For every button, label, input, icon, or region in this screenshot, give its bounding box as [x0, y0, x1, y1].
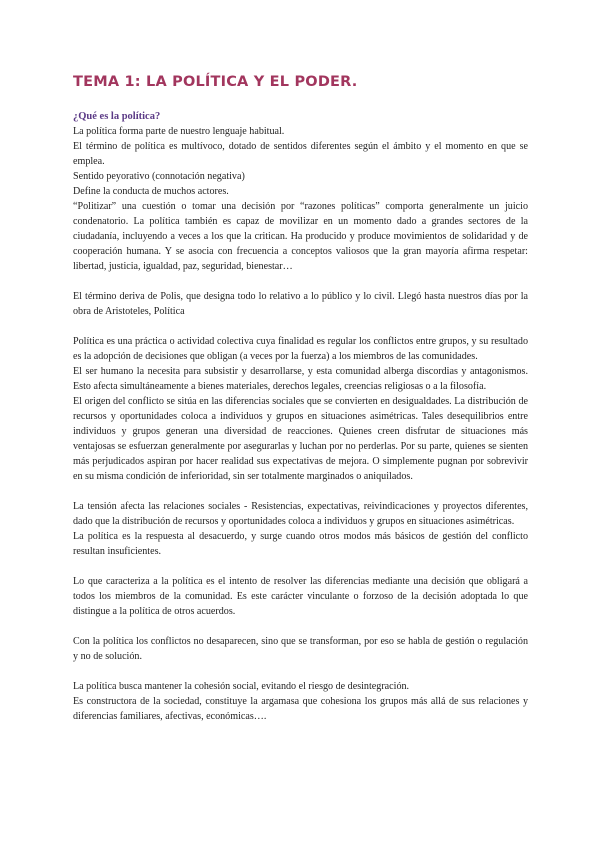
- paragraph-spacer: [73, 319, 528, 334]
- paragraph: La tensión afecta las relaciones sociales - Resistencias, expectativas, reivindicaciones y proyectos diferentes, dado que la distribución de recursos y oportunidades coloca a individuos y grupos en situaciones asimétricas.: [73, 501, 528, 527]
- paragraph-spacer: [73, 619, 528, 634]
- paragraph: Es constructora de la sociedad, constituye la argamasa que cohesiona los grupos más allá de sus relaciones y diferencias familiares, afectivas, económicas….: [73, 696, 528, 722]
- paragraph: La política busca mantener la cohesión social, evitando el riesgo de desintegración.: [73, 681, 410, 692]
- paragraph: Define la conducta de muchos actores.: [73, 186, 229, 197]
- paragraph-spacer: [73, 274, 528, 289]
- paragraph: El término de política es multívoco, dotado de sentidos diferentes según el ámbito y el momento en que se emplea.: [73, 141, 528, 167]
- paragraph: El ser humano la necesita para subsistir y desarrollarse, y esta comunidad alberga discordias y antagonismos. Esto afecta simultáneamente a bienes materiales, derechos legales, creencias religiosas o a la filosofía.: [73, 366, 528, 392]
- paragraph-spacer: [73, 664, 528, 679]
- paragraph: La política es la respuesta al desacuerdo, y surge cuando otros modos más básicos de gestión del conflicto resultan insuficientes.: [73, 531, 528, 557]
- paragraph: Política es una práctica o actividad colectiva cuya finalidad es regular los conflictos entre grupos, y su resultado es la adopción de decisiones que obligan (a veces por la fuerza) a los miembros de las comunidades.: [73, 336, 528, 362]
- paragraph: Lo que caracteriza a la política es el intento de resolver las diferencias mediante una decisión que obligará a todos los miembros de la comunidad. Es este carácter vinculante o forzoso de la decisión adoptada lo que distingue a la política de otros acuerdos.: [73, 576, 528, 617]
- paragraph: Con la política los conflictos no desaparecen, sino que se transforman, por eso se habla de gestión o regulación y no de solución.: [73, 636, 528, 662]
- document-page: [73, 66, 528, 724]
- paragraph-spacer: [73, 559, 528, 574]
- paragraph: “Politizar” una cuestión o tomar una decisión por “razones políticas” comporta generalmente un juicio condenatorio. La política también es capaz de movilizar en un momento dado a grandes sectores de la ciudadanía, incluyendo a veces a los que la critican. Ha producido y produce movimientos de solidaridad y de cooperación humana. Y se asocia con frecuencia a conceptos valiosos que la gran mayoría afirma respetar: libertad, justicia, igualdad, paz, seguridad, bienestar…: [73, 201, 528, 272]
- paragraph-spacer: [73, 484, 528, 499]
- paragraph: El origen del conflicto se sitúa en las diferencias sociales que se convierten en desigualdades. La distribución de recursos y oportunidades coloca a individuos y grupos en situaciones asimétricas. Tales desequilibrios entre individuos y grupos generan una diversidad de reacciones. Quienes creen disfrutar de situaciones más ventajosas se esfuerzan generalmente por asegurarlas y luchan por no perderlas. Por su parte, quienes se sienten más perjudicados aspiran por hacer realidad sus expectativas de mejora. O simplemente pugnan por sobrevivir en su misma condición de inferioridad, sin ser totalmente marginados o aniquilados.: [73, 396, 528, 482]
- document-title: TEMA 1: LA POLÍTICA Y EL PODER.: [73, 74, 358, 90]
- paragraph: El término deriva de Polis, que designa todo lo relativo a lo público y lo civil. Llegó hasta nuestros días por la obra de Aristoteles, Política: [73, 291, 528, 317]
- section-subtitle: ¿Qué es la política?: [73, 111, 161, 122]
- paragraph: Sentido peyorativo (connotación negativa): [73, 171, 245, 182]
- paragraph: La política forma parte de nuestro lenguaje habitual.: [73, 126, 285, 137]
